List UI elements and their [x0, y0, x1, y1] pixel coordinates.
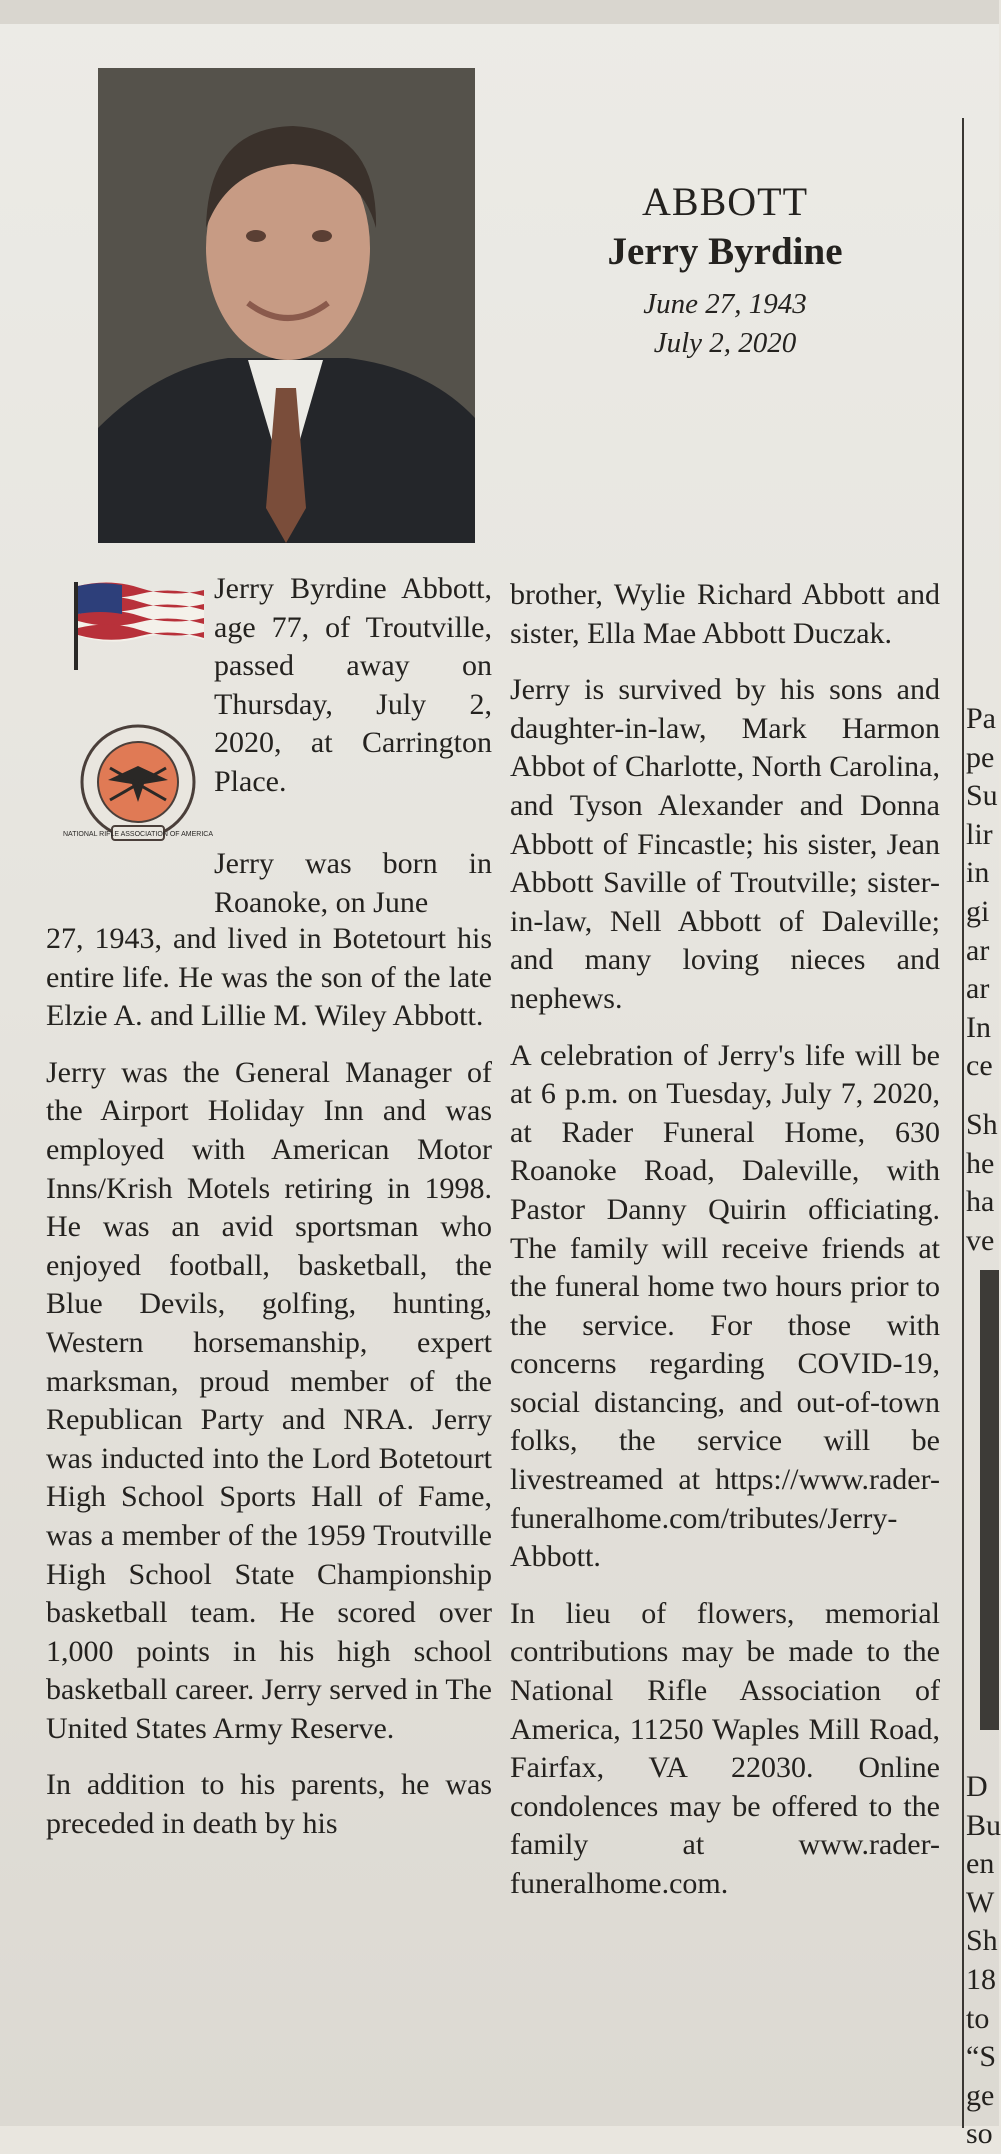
- adjacent-line: so: [966, 2117, 993, 2151]
- adjacent-line: 18: [966, 1962, 996, 1996]
- american-flag-icon: [70, 578, 206, 673]
- adjacent-line: ce: [966, 1049, 993, 1083]
- paragraph-memorial: In lieu of flowers, memorial contributions may be made to the National Rifle Association of America, 11250 Waples Mill Road, Fairfax, VA 22030. Online condolences may be offered to the family at www.rader-funeralhome.com.: [510, 1596, 940, 1900]
- adjacent-line: In: [966, 1010, 991, 1044]
- obituary-paragraph-1: [214, 570, 492, 820]
- adjacent-line: en: [966, 1847, 995, 1881]
- obituary-paragraph-2-start: [214, 845, 492, 922]
- nra-seal-icon: [62, 722, 214, 847]
- adjacent-line: Bu: [966, 1808, 1001, 1842]
- column-rule: [962, 118, 964, 2128]
- death-date: July 2, 2020: [653, 327, 797, 359]
- paragraph-birth-start: Jerry was born in Roanoke, on June: [214, 847, 492, 919]
- adjacent-line: [966, 1086, 999, 1106]
- obituary-column-1: [46, 920, 492, 1862]
- adjacent-column-lower: [966, 1768, 999, 2154]
- adjacent-line: ge: [966, 2078, 995, 2112]
- adjacent-line: ar: [966, 972, 990, 1006]
- portrait-photo: [98, 68, 475, 543]
- adjacent-line: to: [966, 2001, 990, 2035]
- paragraph-survivors: Jerry is survived by his sons and daughter-in-law, Mark Harmon Abbot of Charlotte, North Carolina, and Tyson Alexander and Donna Abbott of Fincastle; his sister, Jean Abbott Saville of Troutville; sister-in-law, Nell Abbott of Daleville; and many loving nieces and nephews.: [510, 673, 940, 1015]
- paragraph-death-notice: Jerry Byrdine Abbott, age 77, of Troutville, passed away on Thursday, July 2, 2020, at Carrington Place.: [214, 572, 492, 798]
- birth-date: June 27, 1943: [643, 288, 807, 320]
- adjacent-line: gi: [966, 894, 990, 928]
- given-names: Jerry Byrdine: [607, 230, 843, 273]
- paragraph-preceded: In addition to his parents, he was preceded in death by his: [46, 1768, 492, 1841]
- paragraph-birth-cont: 27, 1943, and lived in Botetourt his entire life. He was the son of the late Elzie A. and Lillie M. Wiley Abbott.: [46, 922, 492, 1033]
- adjacent-line: Sh: [966, 1924, 998, 1958]
- adjacent-line: ve: [966, 1223, 995, 1257]
- paragraph-career: Jerry was the General Manager of the Airport Holiday Inn and was employed with American Motor Inns/Krish Motels retiring in 1998. He was an avid sportsman who enjoyed football, basketball, the Blue Devils, golfing, hunting, Western horsemanship, expert marksman, proud member of the Republican Party and NRA. Jerry was inducted into the Lord Botetourt High School Sports Hall of Fame, was a member of the 1959 Troutville High School State Championship basketball team. He scored over 1,000 points in his high school basketball career. Jerry served in The United States Army Reserve.: [46, 1055, 492, 1745]
- adjacent-line: in: [966, 856, 990, 890]
- adjacent-line: “S: [966, 2040, 996, 2074]
- seal-text: NATIONAL RIFLE ASSOCIATION OF AMERICA: [62, 831, 214, 838]
- obituary-heading: [540, 178, 910, 360]
- adjacent-line: D: [966, 1770, 988, 1803]
- paragraph-siblings: brother, Wylie Richard Abbott and sister, Ella Mae Abbott Duczak.: [510, 578, 940, 650]
- adjacent-line: ha: [966, 1185, 995, 1219]
- adjacent-line: W: [966, 1885, 995, 1919]
- adjacent-column-upper: [966, 700, 999, 1260]
- adjacent-line: pe: [966, 740, 995, 774]
- portrait-illustration: [98, 68, 475, 543]
- adjacent-line: he: [966, 1146, 995, 1180]
- adjacent-line: Sh: [966, 1107, 998, 1141]
- adjacent-photo: [980, 1270, 999, 1730]
- surname: ABBOTT: [642, 179, 808, 224]
- adjacent-line: Pa: [966, 702, 996, 735]
- adjacent-line: ar: [966, 933, 990, 967]
- page-top-edge: [0, 0, 999, 24]
- paragraph-service: A celebration of Jerry's life will be at 6 p.m. on Tuesday, July 7, 2020, at Rader Funeral Home, 630 Roanoke Road, Daleville, with Pastor Danny Quirin officiating. The family will receive friends at the funeral home two hours prior to the service. For those with concerns regarding COVID-19, social distancing, and out-of-town folks, the service will be livestreamed at https://www.rader-funeralhome.com/tributes/Jerry-Abbott.: [510, 1038, 940, 1574]
- adjacent-line: lir: [966, 817, 993, 851]
- adjacent-line: Su: [966, 779, 998, 813]
- obituary-column-2: [510, 576, 940, 1922]
